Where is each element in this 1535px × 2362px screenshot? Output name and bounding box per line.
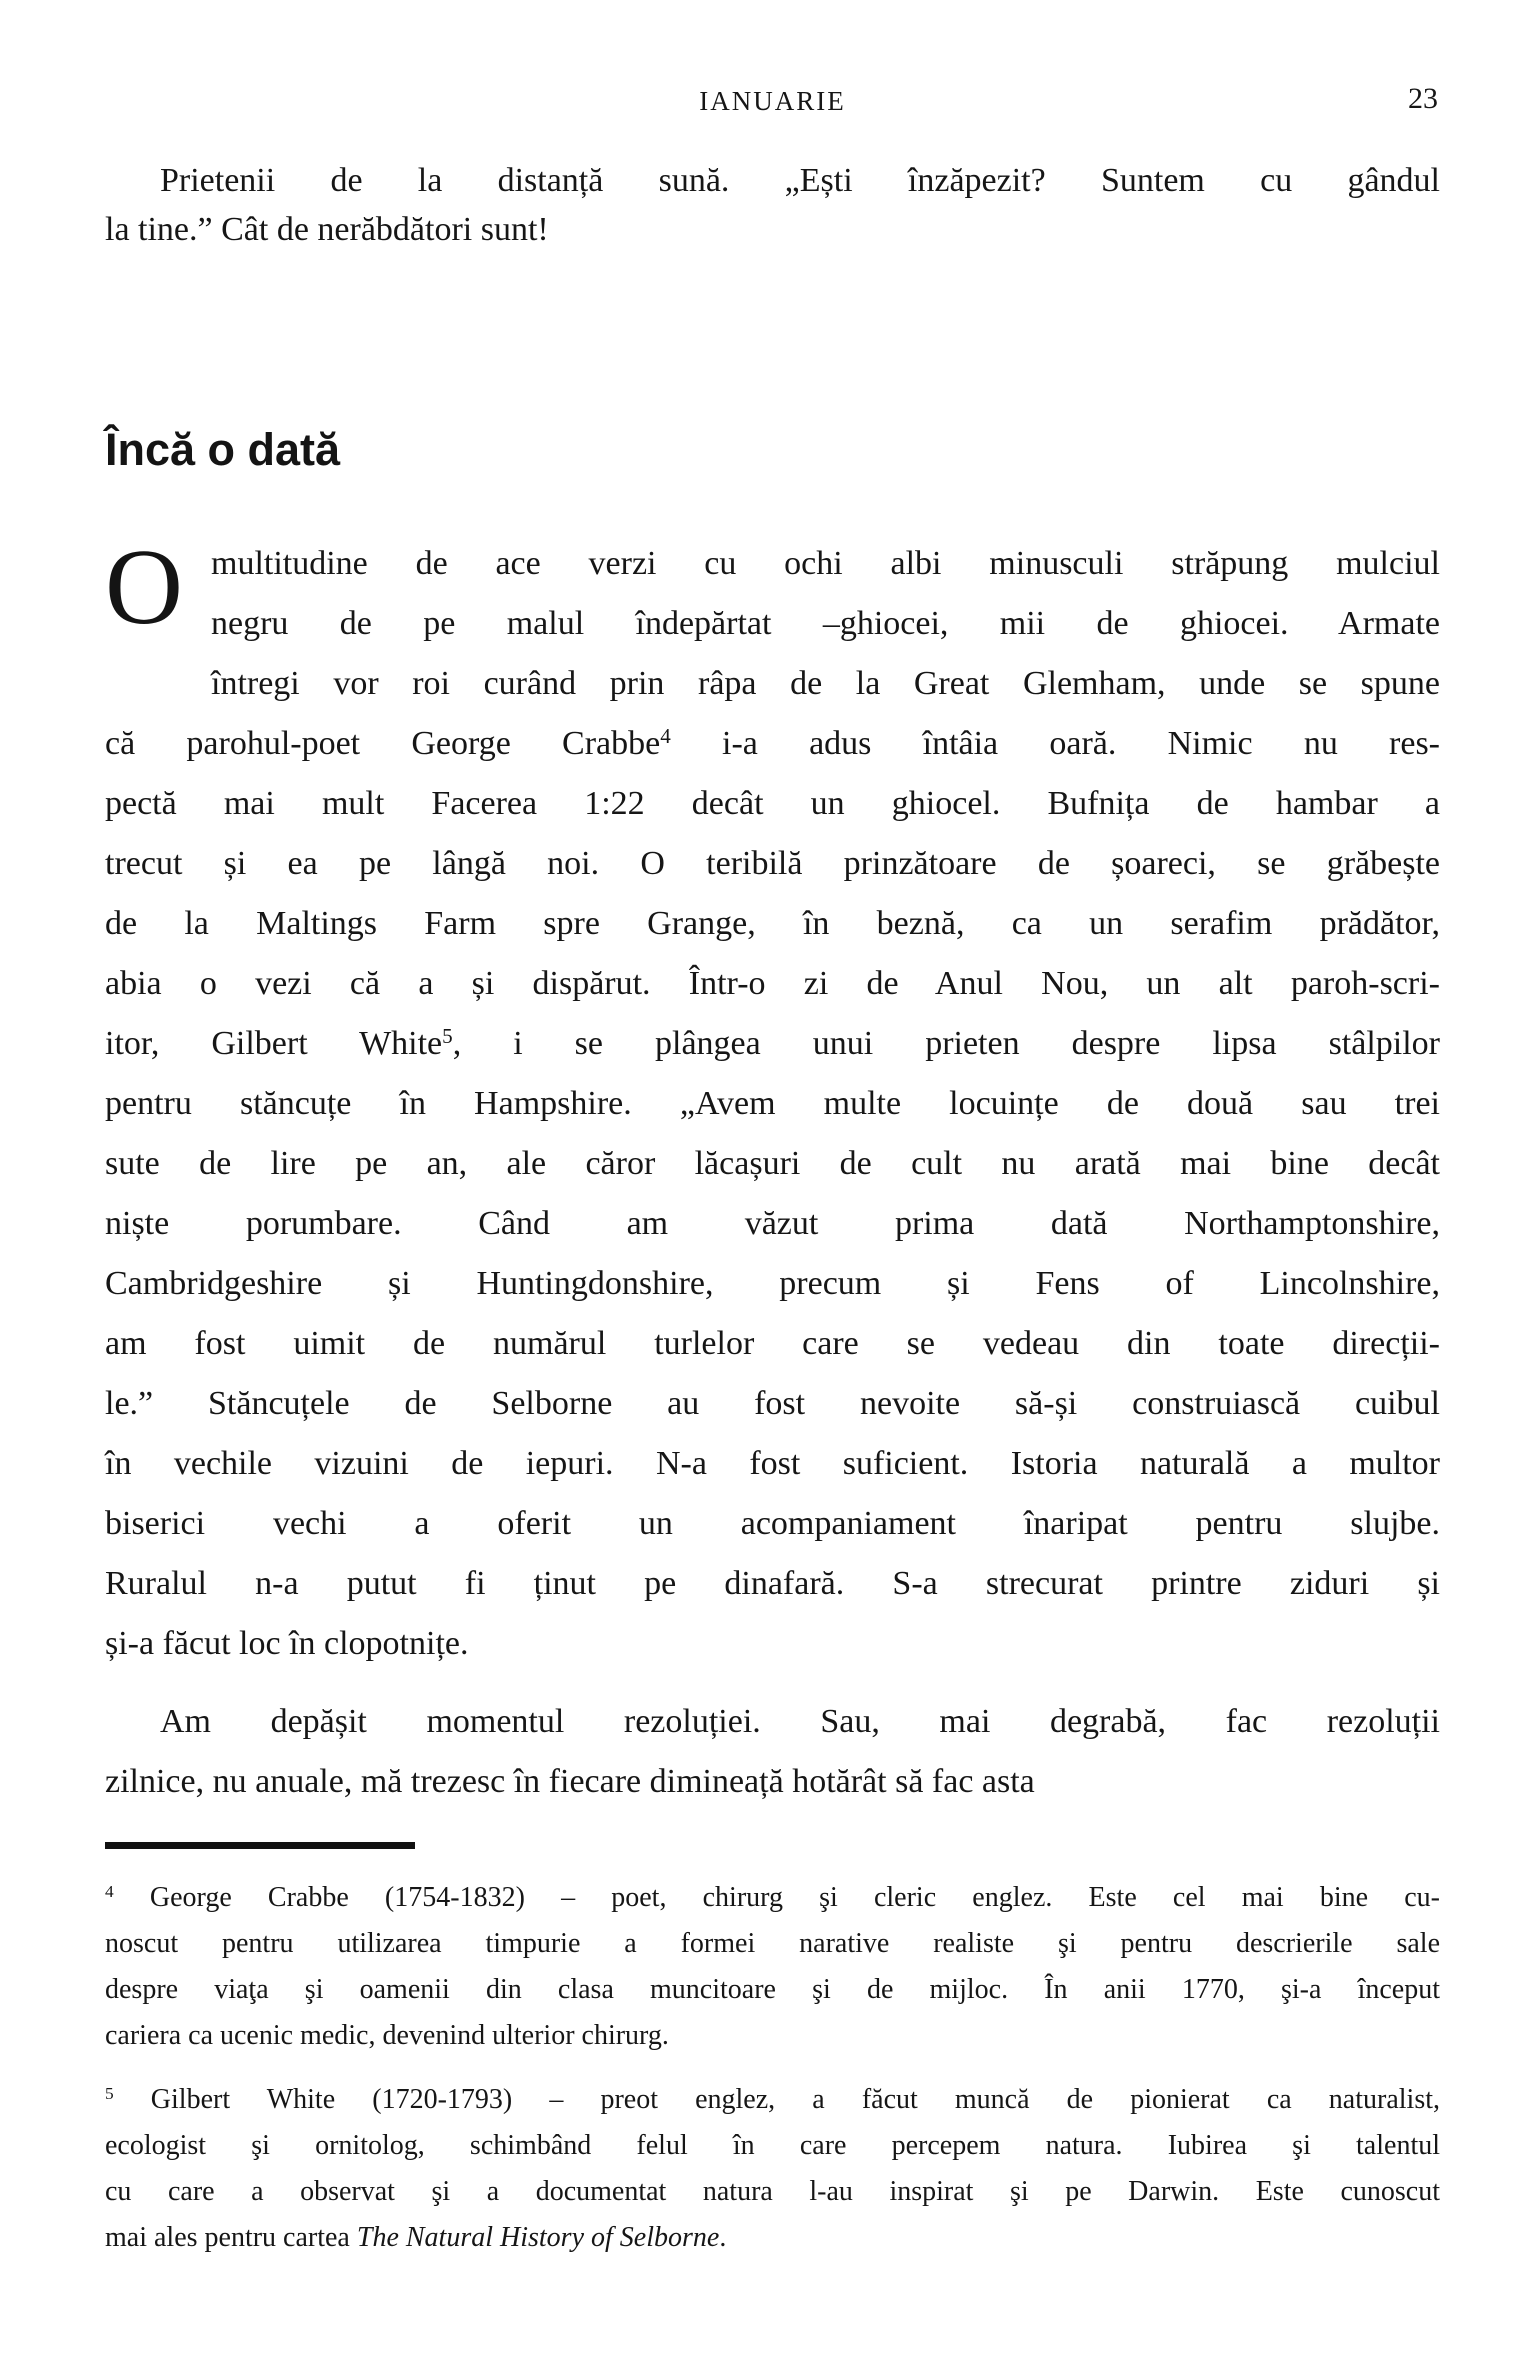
page-number: 23: [1408, 82, 1438, 115]
text-segment: în vechile vizuini de iepuri. N-a fost suficient. Istoria naturală a multor: [105, 1445, 1440, 1482]
text-line: [105, 1434, 1440, 1494]
text-segment: .: [719, 2222, 727, 2253]
text-line: [105, 2169, 1440, 2215]
footnote-reference: 5: [442, 1024, 453, 1049]
section-heading: Încă o dată: [105, 424, 341, 475]
drop-cap: O: [105, 528, 183, 647]
book-title: The Natural History of Selborne: [356, 2222, 720, 2253]
text-line: [105, 594, 1440, 654]
text-line: [105, 1692, 1440, 1752]
text-segment: și-a făcut loc în clopotnițe.: [105, 1625, 469, 1662]
text-line: [105, 1014, 1440, 1074]
text-line: [105, 2013, 1440, 2059]
footnote-reference: 5: [105, 2084, 114, 2104]
text-line: [105, 1967, 1440, 2013]
text-segment: itor, Gilbert White: [105, 1025, 443, 1062]
text-segment: negru de pe malul îndepărtat –ghiocei, mii de ghiocei. Armate: [211, 605, 1440, 642]
footnote-4: [105, 1875, 1440, 2059]
text-segment: multitudine de ace verzi cu ochi albi minusculi străpung mulciul: [211, 545, 1440, 582]
text-segment: cariera ca ucenic medic, devenind ulterior chirurg.: [105, 2020, 669, 2051]
text-line: [105, 534, 1440, 594]
text-segment: niște porumbare. Când am văzut prima dată Northamptonshire,: [105, 1205, 1440, 1242]
text-line: [105, 774, 1440, 834]
page-header: [105, 82, 1440, 124]
text-line: [105, 2123, 1440, 2169]
text-line: [105, 954, 1440, 1014]
text-segment: sute de lire pe an, ale căror lăcașuri de cult nu arată mai bine decât: [105, 1145, 1440, 1182]
text-segment: i-a adus întâia oară. Nimic nu res-: [670, 725, 1441, 762]
footnote-separator: [105, 1842, 415, 1849]
text-segment: despre viaţa şi oamenii din clasa muncitoare şi de mijloc. În anii 1770, şi-a început: [105, 1974, 1440, 2005]
text-segment: pentru stăncuțe în Hampshire. „Avem multe locuințe de două sau trei: [105, 1085, 1440, 1122]
text-line: [105, 1921, 1440, 1967]
text-segment: pectă mai mult Facerea 1:22 decât un ghiocel. Bufnița de hambar a: [105, 785, 1440, 822]
text-line: [105, 1374, 1440, 1434]
text-segment: Cambridgeshire și Huntingdonshire, precum și Fens of Lincolnshire,: [105, 1265, 1440, 1302]
text-segment: zilnice, nu anuale, mă trezesc în fiecare dimineață hotărât să fac asta: [105, 1763, 1035, 1800]
running-title: IANUARIE: [699, 86, 846, 116]
text-segment: George Crabbe (1754-1832) – poet, chirurg şi cleric englez. Este cel mai bine cu-: [113, 1882, 1440, 1913]
text-line: [105, 1752, 1440, 1812]
text-segment: că parohul-poet George Crabbe: [105, 725, 661, 762]
text-segment: noscut pentru utilizarea timpurie a formei narative realiste şi pentru descrierile sale: [105, 1928, 1440, 1959]
text-segment: de la Maltings Farm spre Grange, în beznă, ca un serafim prădător,: [105, 905, 1440, 942]
text-line: [105, 1254, 1440, 1314]
page-body: [105, 156, 1440, 2261]
text-segment: Gilbert White (1720-1793) – preot englez, a făcut muncă de pionierat ca naturalist,: [113, 2084, 1440, 2115]
text-line: [105, 894, 1440, 954]
text-line: [105, 1134, 1440, 1194]
text-line: [105, 834, 1440, 894]
text-segment: abia o vezi că a și dispărut. Într-o zi de Anul Nou, un alt paroh-scri-: [105, 965, 1440, 1002]
text-line: [105, 1554, 1440, 1614]
text-line: [105, 156, 1440, 205]
main-paragraph: [105, 528, 1441, 1674]
text-segment: cu care a observat şi a documentat natura l-au inspirat şi pe Darwin. Este cunoscut: [105, 2176, 1440, 2207]
text-segment: ecologist şi ornitolog, schimbând felul în care percepem natura. Iubirea şi talentul: [105, 2130, 1440, 2161]
text-segment: , i se plângea unui prieten despre lipsa stâlpilor: [452, 1025, 1441, 1062]
opening-paragraph: [105, 156, 1440, 254]
text-line: [105, 1614, 1440, 1674]
text-line: [105, 1074, 1440, 1134]
resolution-paragraph: [105, 1692, 1440, 1812]
text-segment: la tine.” Cât de nerăbdători sunt!: [105, 211, 549, 248]
text-segment: Prietenii de la distanță sună. „Ești înzăpezit? Suntem cu gândul: [160, 162, 1440, 199]
text-line: [105, 205, 1440, 254]
text-line: [105, 1194, 1440, 1254]
text-line: [105, 1875, 1440, 1921]
footnote-reference: 4: [660, 724, 671, 749]
text-line: [105, 654, 1440, 714]
text-segment: am fost uimit de numărul turlelor care se vedeau din toate direcții-: [105, 1325, 1440, 1362]
text-segment: Am depășit momentul rezoluției. Sau, mai degrabă, fac rezoluții: [160, 1703, 1440, 1740]
footnote-reference: 4: [105, 1882, 114, 1902]
text-line: [105, 1494, 1440, 1554]
text-line: [105, 2215, 1440, 2261]
text-segment: Ruralul n-a putut fi ținut pe dinafară. S-a strecurat printre ziduri și: [105, 1565, 1440, 1602]
footnote-5: [105, 2077, 1440, 2261]
text-segment: biserici vechi a oferit un acompaniament înaripat pentru slujbe.: [105, 1505, 1440, 1542]
text-line: [105, 2077, 1440, 2123]
text-segment: le.” Stăncuțele de Selborne au fost nevoite să-și construiască cuibul: [105, 1385, 1440, 1422]
text-line: [105, 714, 1440, 774]
text-segment: mai ales pentru cartea: [105, 2222, 357, 2253]
text-segment: întregi vor roi curând prin râpa de la Great Glemham, unde se spune: [211, 665, 1440, 702]
text-line: [105, 1314, 1440, 1374]
text-segment: trecut și ea pe lângă noi. O teribilă prinzătoare de șoareci, se grăbește: [105, 845, 1440, 882]
